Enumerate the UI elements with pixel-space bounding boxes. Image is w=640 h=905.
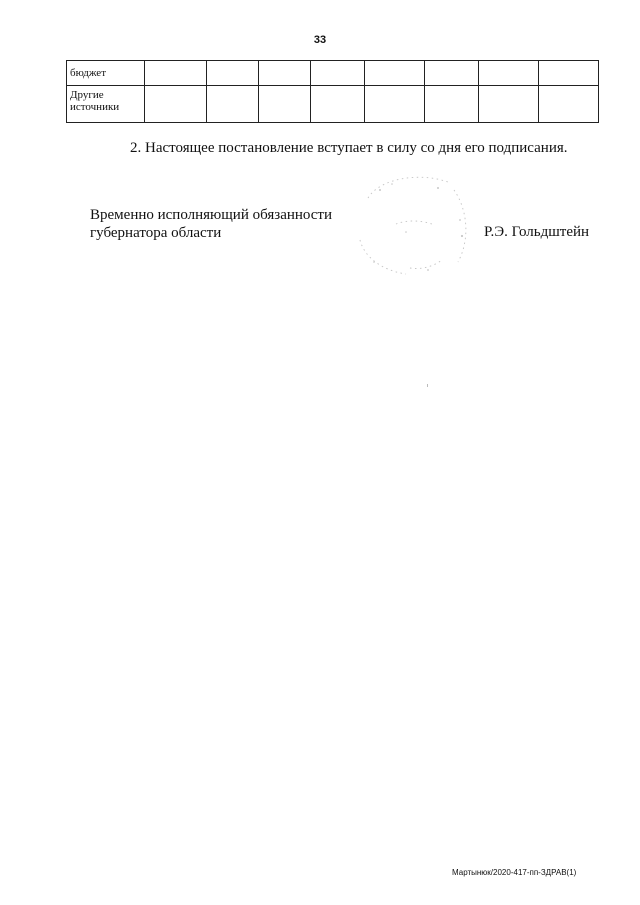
- table-cell: [207, 61, 259, 86]
- table-cell: [365, 61, 425, 86]
- signer-title-line2: губернатора области: [90, 225, 222, 241]
- table-cell: [539, 86, 599, 123]
- table-cell: [145, 61, 207, 86]
- table-cell: [207, 86, 259, 123]
- faded-seal-stamp: [350, 170, 480, 285]
- table-cell: [425, 61, 479, 86]
- table-cell: [311, 61, 365, 86]
- table-cell: [259, 86, 311, 123]
- table-cell: [365, 86, 425, 123]
- signer-name: Р.Э. Гольдштейн: [484, 224, 590, 240]
- table-cell: [311, 86, 365, 123]
- scan-speck: [427, 384, 428, 387]
- table-cell: [479, 61, 539, 86]
- table-cell: [479, 86, 539, 123]
- document-code: Мартынюк/2020-417-пп-ЗДРАВ(1): [452, 868, 577, 877]
- signer-title: [90, 206, 332, 242]
- table-cell: [425, 86, 479, 123]
- clause-paragraph: 2. Настоящее постановление вступает в силу со дня его подписания.: [130, 140, 568, 156]
- row-label-budget: бюджет: [67, 61, 145, 86]
- table-cell: [539, 61, 599, 86]
- table-row: [67, 86, 599, 123]
- page-number: 33: [313, 34, 327, 46]
- table-cell: [259, 61, 311, 86]
- row-label-other-sources: Другие источники: [67, 86, 145, 123]
- table-cell: [145, 86, 207, 123]
- table-row: [67, 61, 599, 86]
- budget-table: [66, 60, 599, 123]
- signer-title-line1: Временно исполняющий обязанности: [90, 207, 333, 223]
